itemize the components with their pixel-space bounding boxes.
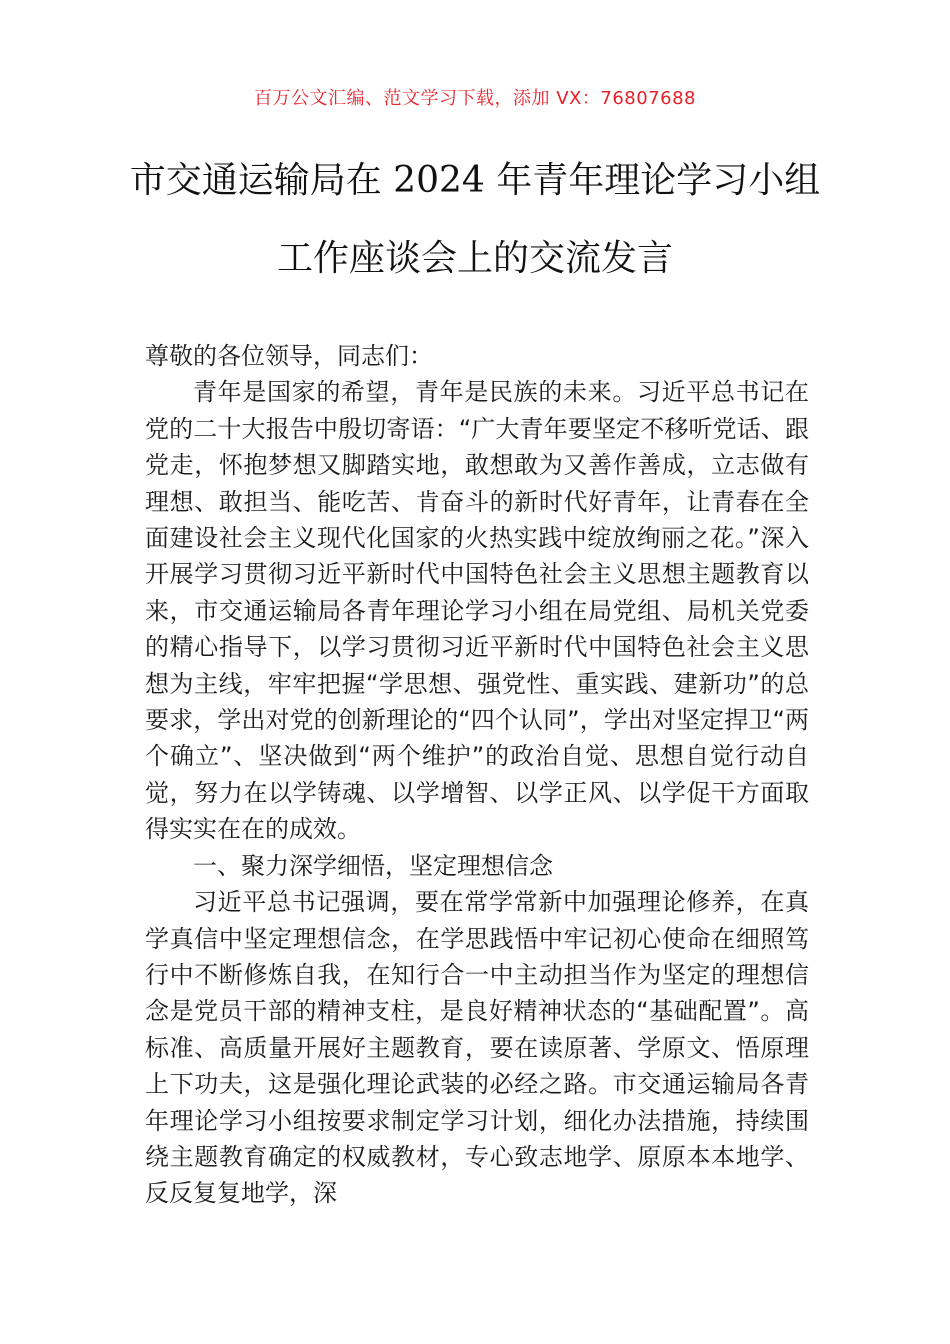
paragraph-section-1: 习近平总书记强调，要在常学常新中加强理论修养，在真学真信中坚定理想信念，在学思践悟中牢记初心使命在细照笃行中不断修炼自我，在知行合一中主动担当作为坚定的理想信念是党员干部的精神支柱，是良好精神状态的“基础配置”。高标准、高质量开展好主题教育，要在读原著、学原文、悟原理上下功夫，这是强化理论武装的必经之路。市交通运输局各青年理论学习小组按要求制定学习计划，细化办法措施，持续围绕主题教育确定的权威教材，专心致志地学、原原本本地学、反反复复地学，深 [145,888,809,1208]
salutation: 尊敬的各位领导，同志们： [145,342,433,370]
paragraph-intro: 青年是国家的希望，青年是民族的未来。习近平总书记在党的二十大报告中殷切寄语：“广大青年要坚定不移听党话、跟党走，怀抱梦想又脚踏实地，敢想敢为又善作善成，立志做有理想、敢担当、能吃苦、肯奋斗的新时代好青年，让青春在全面建设社会主义现代化国家的火热实践中绽放绚丽之花。”深入开展学习贯彻习近平新时代中国特色社会主义思想主题教育以来，市交通运输局各青年理论学习小组在局党组、局机关党委的精心指导下，以学习贯彻习近平新时代中国特色社会主义思想为主线，牢牢把握“学思想、强党性、重实践、建新功”的总要求，学出对党的创新理论的“四个认同”，学出对坚定捍卫“两个确立”、坚决做到“两个维护”的政治自觉、思想自觉行动自觉，努力在以学铸魂、以学增智、以学正风、以学促干方面取得实实在在的成效。 [145,378,809,844]
section-heading-1: 一、聚力深学细悟，坚定理想信念 [193,851,553,880]
document-title-line-2: 工作座谈会上的交流发言 [276,238,673,279]
document-body [145,338,809,1212]
promo-banner: 百万公文汇编、范文学习下载，添加 VX：76807688 [254,88,696,109]
document-title-line-1: 市交通运输局在 2024 年青年理论学习小组 [129,160,821,201]
